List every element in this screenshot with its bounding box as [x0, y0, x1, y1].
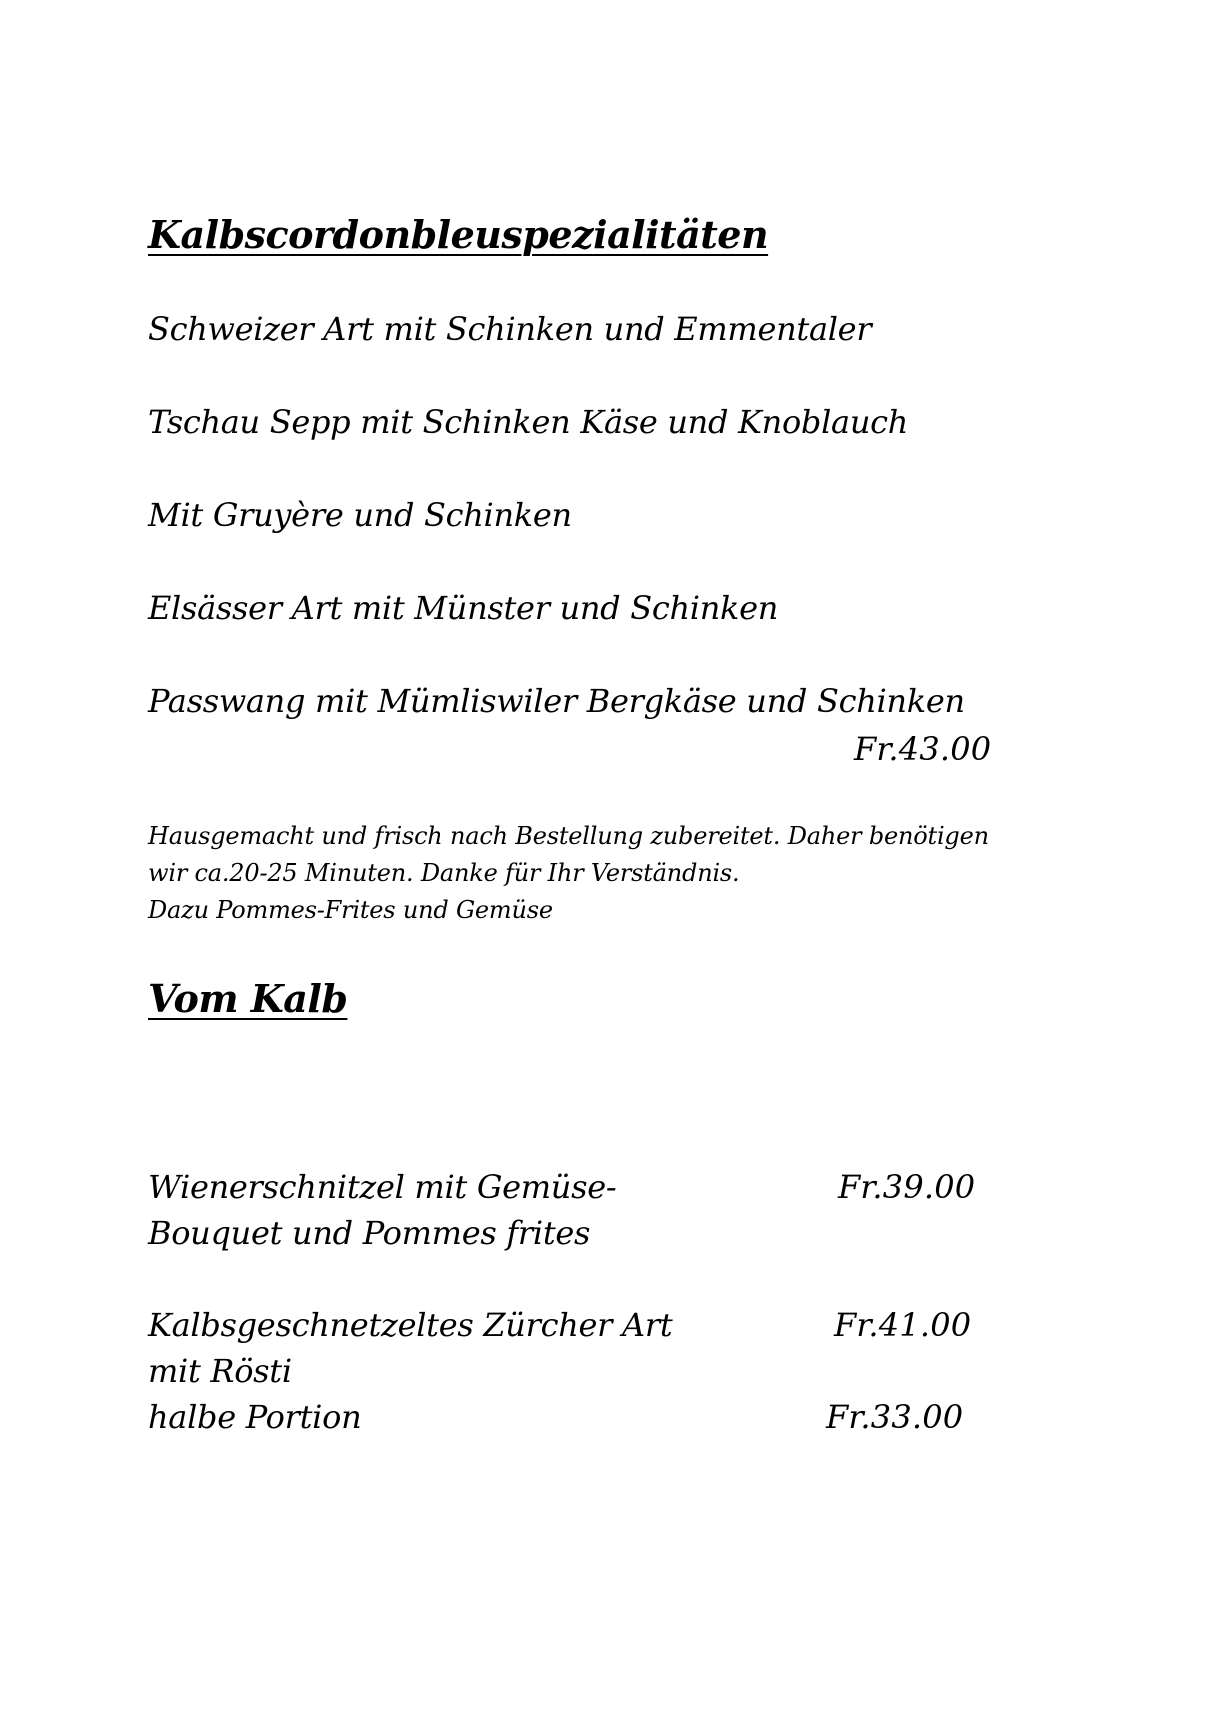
menu-item-tschau-sepp: Tschau Sepp mit Schinken Käse und Knoblauch: [148, 403, 909, 441]
menu-item-kalbsgeschnetzeltes-line2: mit Rösti: [148, 1352, 292, 1390]
price-wienerschnitzel: Fr.39.00: [838, 1168, 976, 1206]
menu-item-halbe-portion: halbe Portion: [148, 1398, 362, 1436]
note-line: Hausgemacht und frisch nach Bestellung zubereitet. Daher benötigen: [148, 822, 989, 850]
menu-item-wienerschnitzel-line2: Bouquet und Pommes frites: [148, 1214, 591, 1252]
menu-item-schweizer-art: Schweizer Art mit Schinken und Emmentaler: [148, 310, 872, 348]
note-line: Dazu Pommes-Frites und Gemüse: [148, 896, 553, 924]
menu-item-kalbsgeschnetzeltes-line1: Kalbsgeschnetzeltes Zürcher Art: [148, 1306, 673, 1344]
menu-item-passwang: Passwang mit Mümliswiler Bergkäse und Schinken: [148, 682, 965, 720]
note-line: wir ca.20-25 Minuten. Danke für Ihr Verständnis.: [148, 859, 740, 887]
section-heading-vom-kalb: Vom Kalb: [148, 976, 348, 1021]
section-heading-cordonbleu: Kalbscordonbleuspezialitäten: [148, 212, 769, 257]
price-kalbsgeschnetzeltes: Fr.41.00: [834, 1306, 972, 1344]
menu-item-elsaesser-art: Elsässer Art mit Münster und Schinken: [148, 589, 779, 627]
price-cordonbleu: Fr.43.00: [854, 730, 992, 768]
menu-item-gruyere: Mit Gruyère und Schinken: [148, 496, 572, 534]
menu-item-wienerschnitzel-line1: Wienerschnitzel mit Gemüse-: [148, 1168, 617, 1206]
price-halbe-portion: Fr.33.00: [826, 1398, 964, 1436]
